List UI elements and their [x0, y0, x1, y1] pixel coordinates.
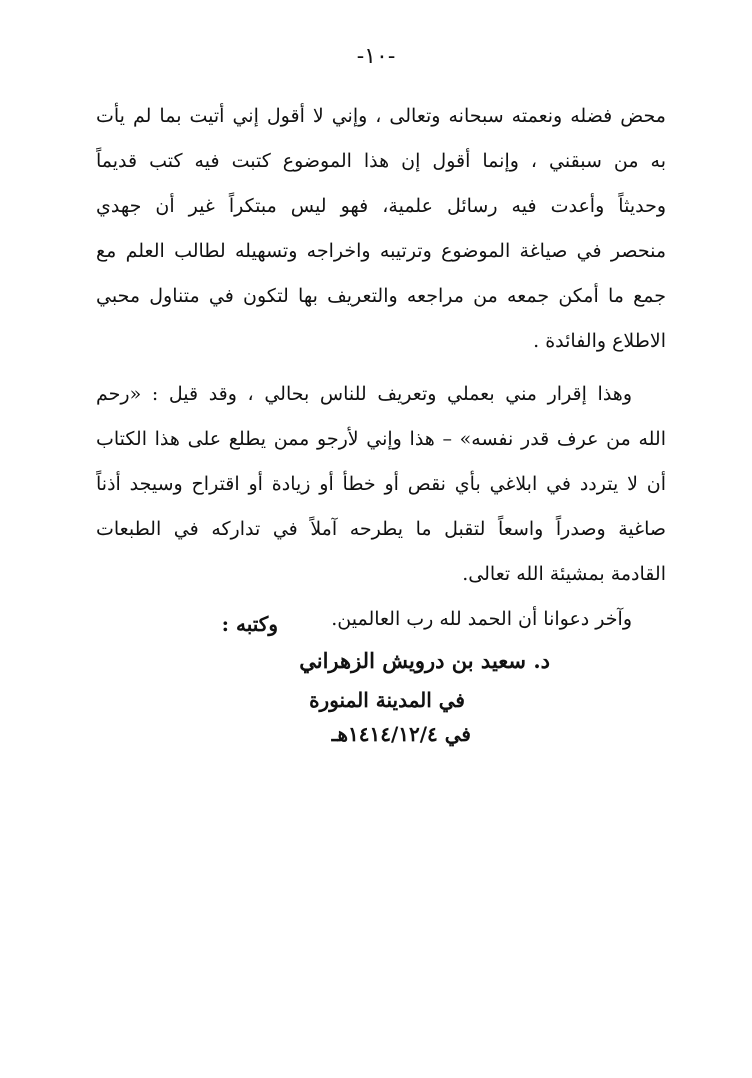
paragraph-2 [96, 372, 666, 597]
text-line: جمع ما أمكن جمعه من مراجعه والتعريف بها لتكون في متناول محبي [96, 285, 666, 307]
text-line: محض فضله ونعمته سبحانه وتعالى ، وإني لا أقول إني أتيت بما لم يأت [96, 105, 666, 127]
text-line: القادمة بمشيئة الله تعالى. [462, 563, 666, 585]
text-line: به من سبقني ، وإنما أقول إن هذا الموضوع كتبت فيه كتب قديماً [96, 150, 666, 172]
signature-date: في ١٤١٤/١٢/٤هـ [331, 722, 471, 746]
text-line: منحصر في صياغة الموضوع وترتيبه واخراجه وتسهيله لطالب العلم مع [96, 240, 666, 262]
signature-written-by: وكتبه : [221, 612, 278, 636]
text-line: الله من عرف قدر نفسه» – هذا وإني لأرجو ممن يطلع على هذا الكتاب [96, 428, 666, 450]
signature-name: د. سعيد بن درويش الزهراني [299, 648, 550, 673]
text-line: أن لا يتردد في ابلاغي بأي نقص أو خطأ أو زيادة أو اقتراح وسيجد أذناً [96, 473, 666, 495]
text-line: وهذا إقرار مني بعملي وتعريف للناس بحالي ، وقد قيل : «رحم [96, 383, 632, 405]
page-number: -١٠- [356, 44, 396, 69]
signature-place: في المدينة المنورة [309, 688, 465, 712]
text-line: صاغية وصدراً واسعاً لتقبل ما يطرحه آملاً في تداركه في الطبعات [96, 518, 666, 540]
paragraph-1 [96, 94, 666, 364]
text-line: الاطلاع والفائدة . [533, 330, 666, 352]
body-text [96, 94, 666, 642]
text-line: وحديثاً وأعدت فيه رسائل علمية، فهو ليس مبتكراً غير أن جهدي [96, 195, 666, 217]
closing-line: وآخر دعوانا أن الحمد لله رب العالمين. [331, 608, 632, 630]
